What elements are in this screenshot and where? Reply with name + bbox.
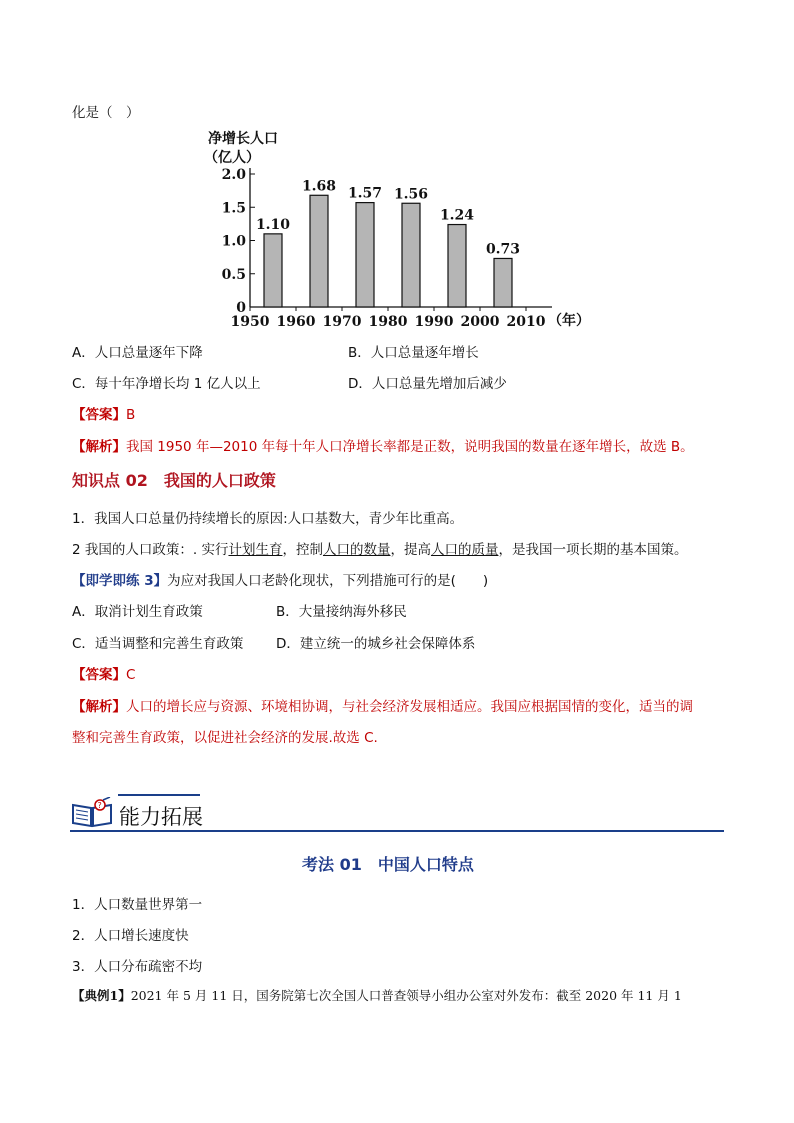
banner-top-rule [118,794,200,796]
x-axis-label: （年） [548,313,590,329]
analysis-label: 【解析】 [72,439,126,455]
answer-row-3 [72,663,135,683]
section02-p2 [72,538,687,558]
q3-analysis-label: 【解析】 [72,699,126,715]
population-growth-bar-chart [196,126,596,336]
banner-bottom-rule [70,830,724,832]
y-tick-label: 1.5 [221,200,246,217]
x-tick-label: 1950 [230,314,270,330]
q3-option-b: B．大量接纳海外移民 [276,604,407,620]
banner-title: 能力拓展 [119,805,203,829]
example-text: 2021 年 5 月 11 日，国务院第七次全国人口普查领导小组办公室对外发布：截至 2020 年 11 月 1 [130,988,682,1003]
bar-value-label: 0.73 [485,241,521,258]
open-book-icon [70,797,114,829]
ability-p2: 2．人口增长速度快 [72,928,189,944]
x-tick-label: 1980 [368,314,408,330]
q3-answer-label: 【答案】 [72,667,126,683]
q3-analysis-line1: 人口的增长应与资源、环境相协调，与社会经济发展相适应。我国应根据国情的变化，适当的调 [126,699,693,715]
x-tick-label: 1970 [322,314,362,330]
option-c: C．每十年净增长均 1 亿人以上 [72,376,261,392]
analysis-row-3 [72,695,693,715]
option-b: B．人口总量逐年增长 [348,345,479,361]
bar [402,203,420,307]
answer-row-1 [72,403,135,423]
y-tick-label: 1.0 [221,233,246,250]
y-tick-label: 0.5 [221,266,246,283]
example-row [72,986,682,1004]
bar [448,225,466,307]
p2-part-a: 2 我国的人口政策：. 实行 [72,542,229,558]
bar-value-label: 1.68 [301,178,337,195]
section-title-02: 知识点 02 我国的人口政策 [72,471,276,490]
svg-text:?: ? [97,801,102,810]
ability-p1: 1．人口数量世界第一 [72,897,203,913]
bar [494,258,512,307]
y-axis-label-line2: （亿人） [204,150,260,166]
answer-value: B [126,407,136,423]
section02-p1: 1．我国人口总量仍持续增长的原因:人口基数大，青少年比重高。 [72,511,464,527]
q3-option-c: C．适当调整和完善生育政策 [72,636,244,652]
x-tick-label: 2010 [506,314,546,330]
ability-p3: 3．人口分布疏密不均 [72,959,203,975]
p2-underline-1: 计划生育 [228,542,283,558]
option-d: D．人口总量先增加后减少 [348,376,507,392]
q3-stem: 为应对我国人口老龄化现状，下列措施可行的是( ) [167,573,489,589]
x-tick-label: 1960 [276,314,316,330]
analysis-text: 我国 1950 年—2010 年每十年人口净增长率都是正数，说明我国的数量在逐年增长，故选 B。 [126,439,694,455]
bar [356,203,374,307]
analysis-row-1 [72,435,694,455]
q3-option-d: D．建立统一的城乡社会保障体系 [276,636,476,652]
y-tick-label: 2.0 [221,167,246,183]
q3-option-a: A．取消计划生育政策 [72,604,203,620]
answer-label: 【答案】 [72,407,126,423]
kaofa-title [302,852,474,875]
bar [310,195,328,307]
p2-underline-2: 人口的数量 [322,542,391,558]
option-a: A．人口总量逐年下降 [72,345,203,361]
p2-part-c: ，提高 [390,542,431,558]
p2-part-d: ，是我国一项长期的基本国策。 [498,542,688,558]
bar-value-label: 1.10 [255,216,291,233]
p2-part-b: ，控制 [282,542,323,558]
q3-label: 【即学即练 3】 [72,573,168,589]
x-tick-label: 2000 [460,314,500,330]
y-axis-label-line1: 净增长人口 [208,131,278,147]
bar-value-label: 1.57 [347,185,383,202]
question-stem-tail: 化是（ ） [72,105,140,121]
y-tick-label: 0 [236,300,246,316]
x-tick-label: 1990 [414,314,454,330]
q3-answer-value: C [126,667,136,683]
bar-value-label: 1.56 [393,186,429,203]
kaofa-title-text: 考法 01 中国人口特点 [302,855,474,874]
bar-value-label: 1.24 [439,207,475,224]
q3-stem-row [72,569,488,589]
example-label: 【典例1】 [72,988,131,1003]
bar [264,234,282,307]
q3-analysis-line2: 整和完善生育政策，以促进社会经济的发展.故选 C. [72,730,378,746]
p2-underline-3: 人口的质量 [430,542,499,558]
